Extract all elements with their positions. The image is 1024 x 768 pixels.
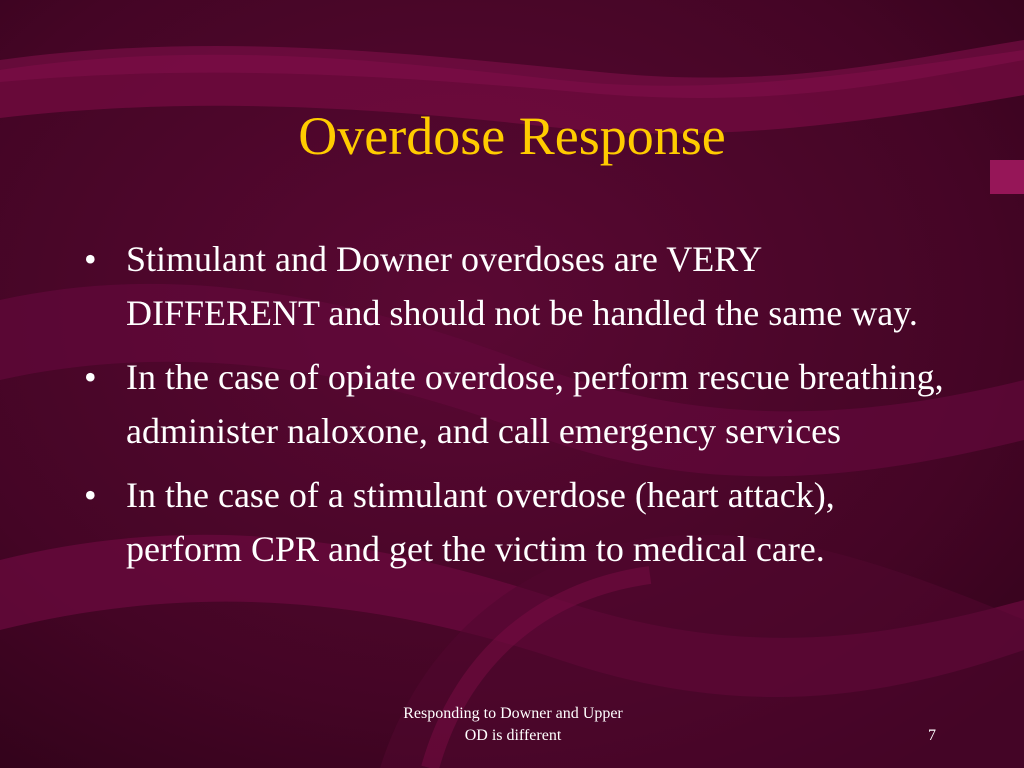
bullet-text: Stimulant and Downer overdoses are VERY DIFFERENT and should not be handled the same way. [126,239,918,333]
bullet-text: In the case of a stimulant overdose (heart attack), perform CPR and get the victim to medical care. [126,475,835,569]
slide-number: 7 [928,727,936,744]
slide-footer [368,703,658,747]
slide-title: Overdose Response [298,106,726,166]
bullet-marker: • [84,475,97,515]
footer-line-2: OD is different [464,727,562,744]
bullet-text: In the case of opiate overdose, perform rescue breathing, administer naloxone, and call emergency services [126,357,944,451]
bullet-list [84,232,954,586]
footer-line-1: Responding to Downer and Upper [403,705,623,722]
bullet-item [84,232,954,340]
bullet-item [84,468,954,576]
bullet-item [84,350,954,458]
bullet-marker: • [84,357,97,397]
bullet-marker: • [84,239,97,279]
